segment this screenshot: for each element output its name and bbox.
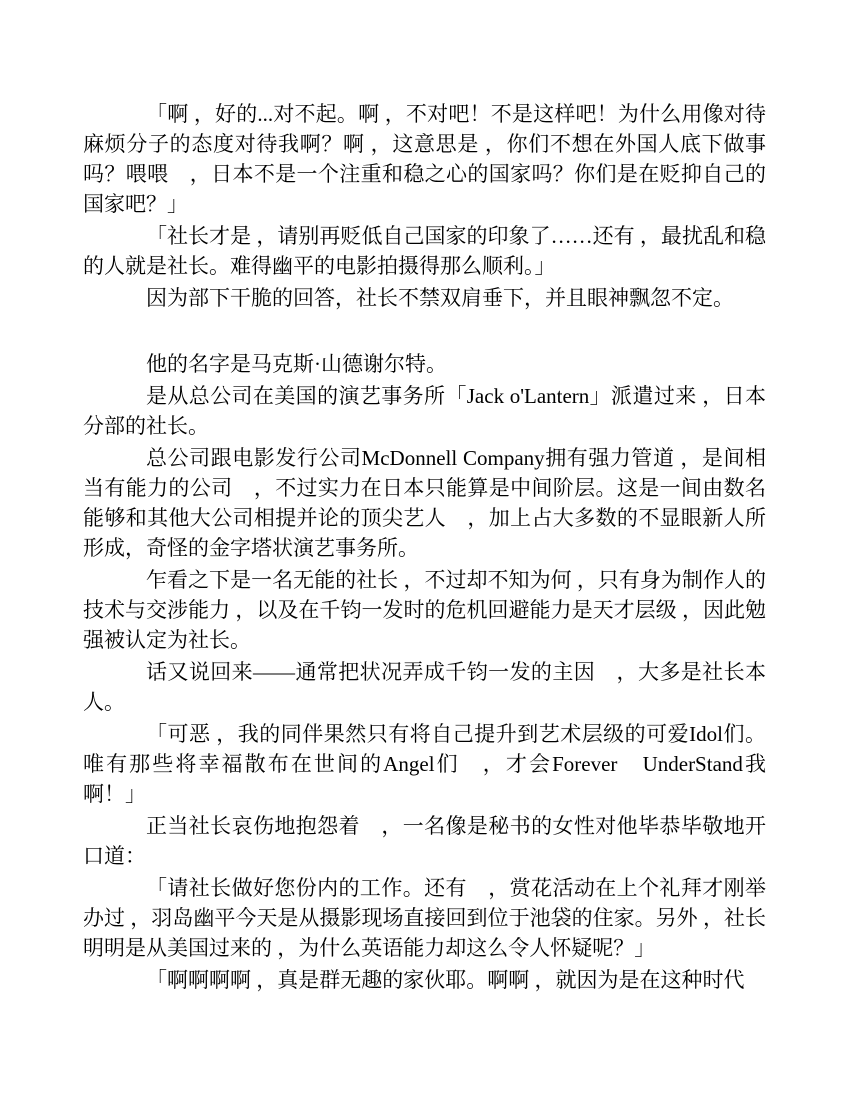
paragraph: 正当社长哀伤地抱怨着 ，一名像是秘书的女性对他毕恭毕敬地开口道： — [83, 814, 766, 868]
paragraph: 乍看之下是一名无能的社长 ，不过却不知为何 ，只有身为制作人的技术与交涉能力 ，以及在千钧一发时的危机回避能力是天才层级 ，因此勉强被认定为社长。 — [83, 568, 766, 652]
section-break — [83, 315, 766, 349]
paragraph: 「啊 ，好的...对不起。啊 ，不对吧！不是这样吧！为什么用像对待麻烦分子的态度对待我啊？啊 ，这意思是 ，你们不想在外国人底下做事吗？喂喂 ，日本不是一个注重和稳之心的国家吗？你们是在贬抑自己的国家吧？」 — [83, 102, 766, 216]
paragraph: 总公司跟电影发行公司McDonnell Company拥有强力管道 ，是间相当有能力的公司 ，不过实力在日本只能算是中间阶层。这是一间由数名能够和其他大公司相提并论的顶尖艺人 ，加上占大多数的不显眼新人所形成，奇怪的金字塔状演艺事务所。 — [83, 446, 766, 560]
paragraph: 话又说回来——通常把状况弄成千钧一发的主因 ，大多是社长本人。 — [83, 660, 766, 714]
text-section-1 — [83, 99, 766, 313]
paragraph: 「社长才是 ，请别再贬低自己国家的印象了……还有 ，最扰乱和稳的人就是社长。难得幽平的电影拍摄得那么顺利。」 — [83, 224, 766, 278]
paragraph: 是从总公司在美国的演艺事务所「Jack o'Lantern」派遣过来 ，日本分部的社长。 — [83, 384, 766, 438]
paragraph: 他的名字是马克斯·山德谢尔特。 — [146, 352, 447, 376]
paragraph: 「啊啊啊啊 ，真是群无趣的家伙耶。啊啊 ，就因为是在这种时代 — [146, 968, 745, 992]
text-section-2 — [83, 349, 766, 995]
paragraph: 「可恶 ，我的同伴果然只有将自己提升到艺术层级的可爱Idol们。唯有那些将幸福散布在世间的Angel们 ，才会Forever UnderStand我啊！」 — [83, 722, 766, 806]
paragraph: 因为部下干脆的回答，社长不禁双肩垂下，并且眼神飘忽不定。 — [146, 286, 734, 310]
paragraph: 「请社长做好您份内的工作。还有 ，赏花活动在上个礼拜才刚举办过 ，羽岛幽平今天是从摄影现场直接回到位于池袋的住家。另外 ，社长明明是从美国过来的 ，为什么英语能力却这么令人怀疑呢？」 — [83, 876, 766, 960]
